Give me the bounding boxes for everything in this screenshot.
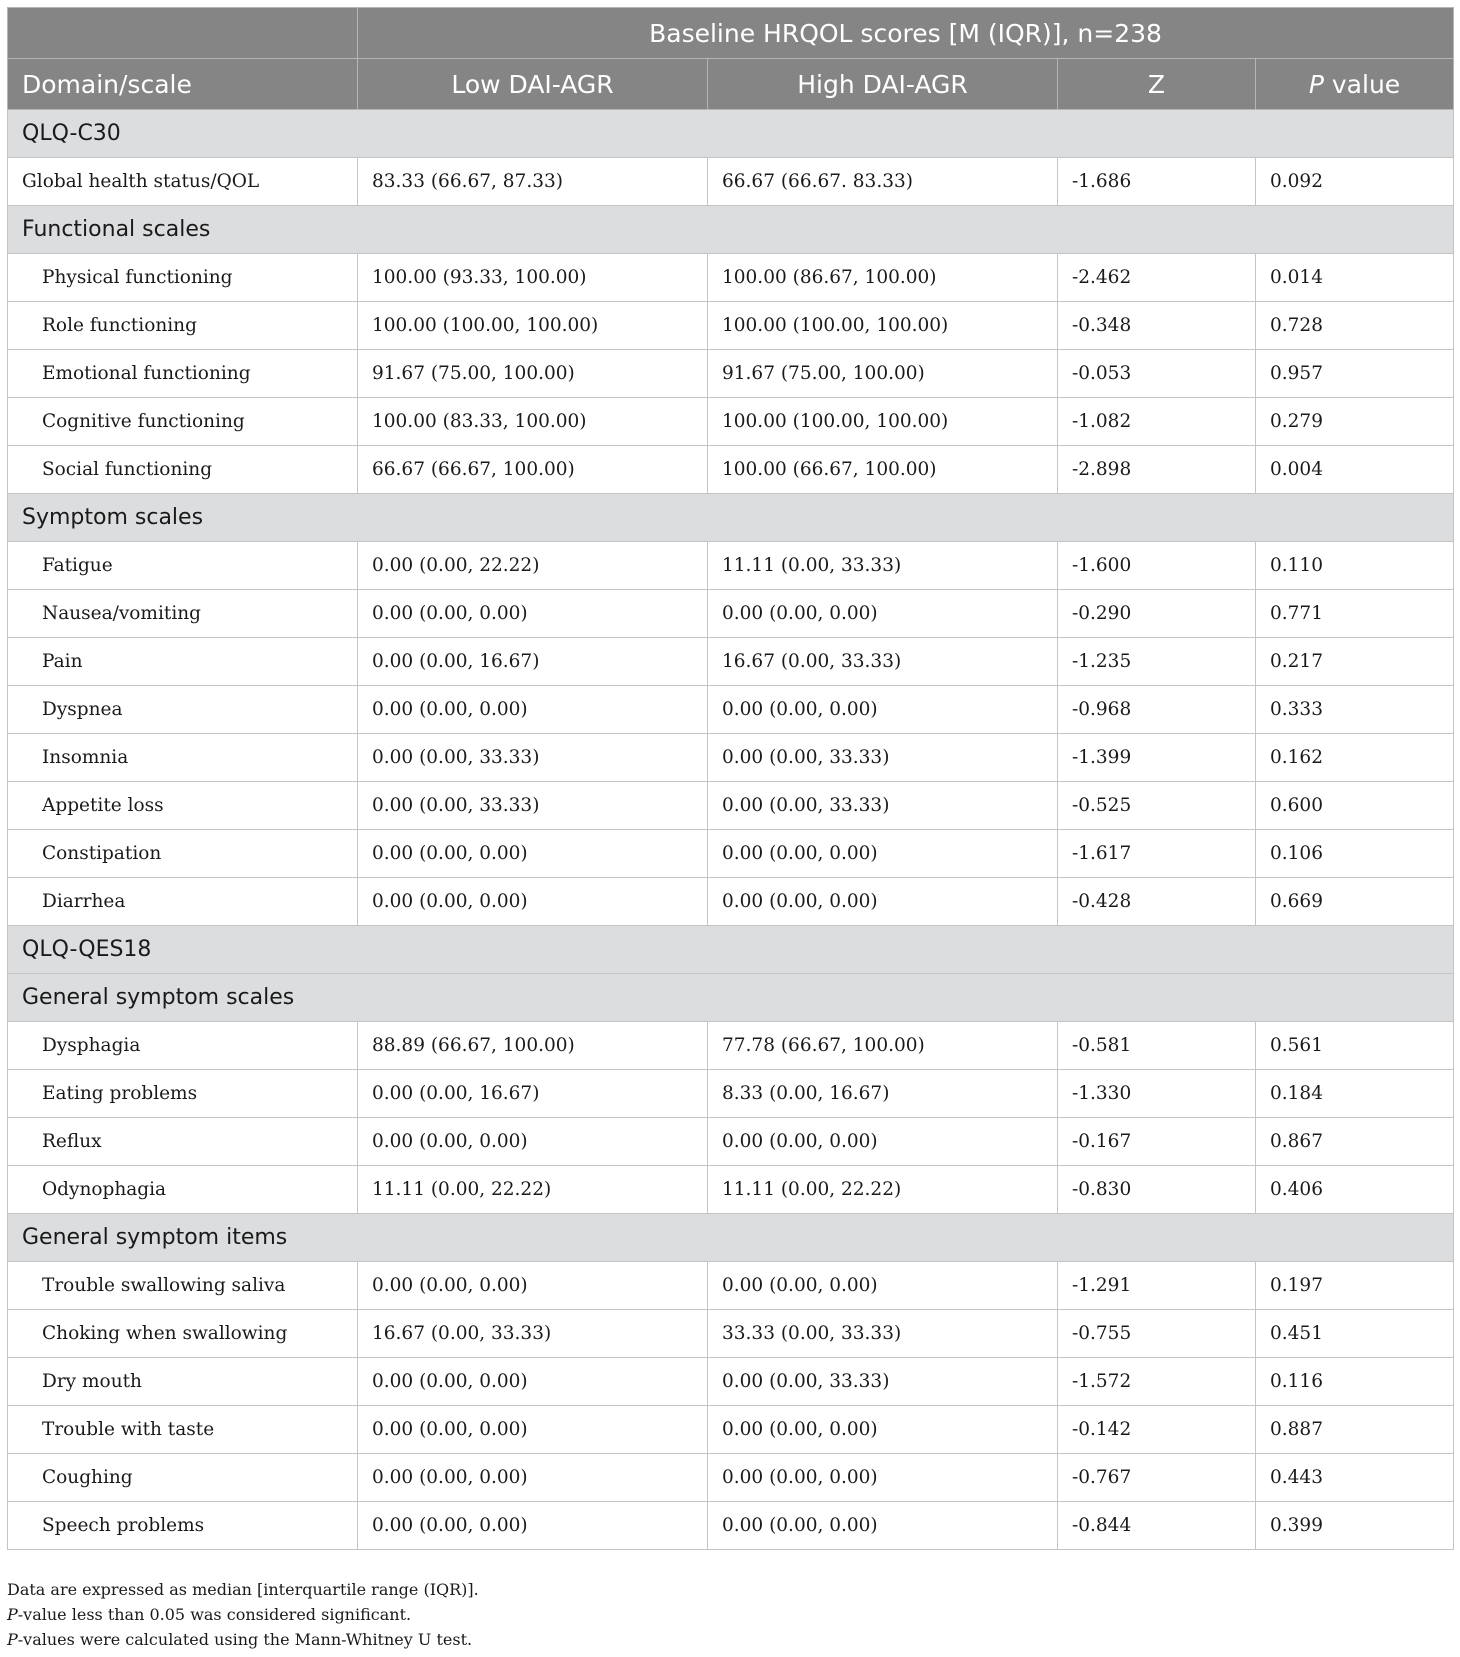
p-value-cell: 0.106 xyxy=(1256,830,1454,878)
low-dai-agr-cell: 16.67 (0.00, 33.33) xyxy=(358,1310,708,1358)
z-cell: -1.235 xyxy=(1058,638,1256,686)
table-row xyxy=(8,1166,1454,1214)
row-label-cell: Emotional functioning xyxy=(8,350,358,398)
table-row xyxy=(8,830,1454,878)
row-label-cell: Dysphagia xyxy=(8,1022,358,1070)
z-cell: -1.572 xyxy=(1058,1358,1256,1406)
table-row xyxy=(8,398,1454,446)
row-label-cell: Choking when swallowing xyxy=(8,1310,358,1358)
high-dai-agr-cell: 0.00 (0.00, 0.00) xyxy=(708,686,1058,734)
section-row xyxy=(8,110,1454,158)
z-cell: -0.142 xyxy=(1058,1406,1256,1454)
low-dai-agr-cell: 0.00 (0.00, 33.33) xyxy=(358,734,708,782)
footnote-italic: P xyxy=(7,1605,18,1624)
row-label-cell: Fatigue xyxy=(8,542,358,590)
table-header xyxy=(8,8,1454,110)
section-row xyxy=(8,1214,1454,1262)
row-label-cell: Appetite loss xyxy=(8,782,358,830)
row-label-cell: Dry mouth xyxy=(8,1358,358,1406)
column-header-p xyxy=(1256,59,1454,110)
section-label: QLQ-C30 xyxy=(8,110,1454,158)
high-dai-agr-cell: 0.00 (0.00, 33.33) xyxy=(708,1358,1058,1406)
table-row xyxy=(8,686,1454,734)
column-header-p-rest: value xyxy=(1323,69,1401,99)
table-row xyxy=(8,254,1454,302)
high-dai-agr-cell: 0.00 (0.00, 33.33) xyxy=(708,782,1058,830)
table-footnotes xyxy=(7,1577,479,1652)
z-cell: -0.053 xyxy=(1058,350,1256,398)
z-cell: -0.525 xyxy=(1058,782,1256,830)
section-label: Functional scales xyxy=(8,206,1454,254)
z-cell: -0.290 xyxy=(1058,590,1256,638)
p-value-cell: 0.600 xyxy=(1256,782,1454,830)
row-label-cell: Dyspnea xyxy=(8,686,358,734)
p-value-cell: 0.867 xyxy=(1256,1118,1454,1166)
z-cell: -1.399 xyxy=(1058,734,1256,782)
table-row xyxy=(8,446,1454,494)
table-row xyxy=(8,302,1454,350)
row-label-cell: Constipation xyxy=(8,830,358,878)
p-value-cell: 0.333 xyxy=(1256,686,1454,734)
column-header-high: High DAI-AGR xyxy=(708,59,1058,110)
table-row xyxy=(8,878,1454,926)
low-dai-agr-cell: 100.00 (83.33, 100.00) xyxy=(358,398,708,446)
section-row xyxy=(8,494,1454,542)
table-row xyxy=(8,1406,1454,1454)
low-dai-agr-cell: 0.00 (0.00, 0.00) xyxy=(358,878,708,926)
p-value-cell: 0.092 xyxy=(1256,158,1454,206)
column-header-domain: Domain/scale xyxy=(8,59,358,110)
footnote-italic: P xyxy=(7,1630,18,1649)
table-row xyxy=(8,542,1454,590)
header-group-title: Baseline HRQOL scores [M (IQR)], n=238 xyxy=(358,8,1454,59)
table-row xyxy=(8,1262,1454,1310)
high-dai-agr-cell: 16.67 (0.00, 33.33) xyxy=(708,638,1058,686)
low-dai-agr-cell: 0.00 (0.00, 0.00) xyxy=(358,1262,708,1310)
table-row xyxy=(8,1022,1454,1070)
footnote xyxy=(7,1602,479,1627)
high-dai-agr-cell: 100.00 (100.00, 100.00) xyxy=(708,302,1058,350)
row-label-cell: Pain xyxy=(8,638,358,686)
table-row xyxy=(8,1454,1454,1502)
p-value-cell: 0.957 xyxy=(1256,350,1454,398)
low-dai-agr-cell: 0.00 (0.00, 33.33) xyxy=(358,782,708,830)
p-value-cell: 0.443 xyxy=(1256,1454,1454,1502)
p-value-cell: 0.451 xyxy=(1256,1310,1454,1358)
column-header-p-italic: P xyxy=(1308,69,1324,99)
row-label-cell: Nausea/vomiting xyxy=(8,590,358,638)
low-dai-agr-cell: 0.00 (0.00, 16.67) xyxy=(358,638,708,686)
table-row xyxy=(8,1310,1454,1358)
table-row xyxy=(8,782,1454,830)
low-dai-agr-cell: 91.67 (75.00, 100.00) xyxy=(358,350,708,398)
row-label-cell: Trouble with taste xyxy=(8,1406,358,1454)
high-dai-agr-cell: 0.00 (0.00, 0.00) xyxy=(708,590,1058,638)
row-label-cell: Coughing xyxy=(8,1454,358,1502)
section-row xyxy=(8,206,1454,254)
footnote-text: Data are expressed as median [interquartile range (IQR)]. xyxy=(7,1580,479,1599)
z-cell: -0.348 xyxy=(1058,302,1256,350)
footnote xyxy=(7,1577,479,1602)
z-cell: -1.082 xyxy=(1058,398,1256,446)
low-dai-agr-cell: 0.00 (0.00, 0.00) xyxy=(358,686,708,734)
low-dai-agr-cell: 0.00 (0.00, 0.00) xyxy=(358,830,708,878)
low-dai-agr-cell: 0.00 (0.00, 0.00) xyxy=(358,1502,708,1550)
low-dai-agr-cell: 11.11 (0.00, 22.22) xyxy=(358,1166,708,1214)
p-value-cell: 0.217 xyxy=(1256,638,1454,686)
high-dai-agr-cell: 11.11 (0.00, 22.22) xyxy=(708,1166,1058,1214)
p-value-cell: 0.110 xyxy=(1256,542,1454,590)
high-dai-agr-cell: 91.67 (75.00, 100.00) xyxy=(708,350,1058,398)
z-cell: -1.617 xyxy=(1058,830,1256,878)
low-dai-agr-cell: 0.00 (0.00, 0.00) xyxy=(358,1118,708,1166)
high-dai-agr-cell: 100.00 (100.00, 100.00) xyxy=(708,398,1058,446)
row-label-cell: Social functioning xyxy=(8,446,358,494)
footnote-text: -value less than 0.05 was considered significant. xyxy=(17,1605,412,1624)
high-dai-agr-cell: 0.00 (0.00, 0.00) xyxy=(708,1118,1058,1166)
row-label-cell: Insomnia xyxy=(8,734,358,782)
low-dai-agr-cell: 88.89 (66.67, 100.00) xyxy=(358,1022,708,1070)
header-group-row xyxy=(8,8,1454,59)
table-row xyxy=(8,1070,1454,1118)
z-cell: -0.428 xyxy=(1058,878,1256,926)
high-dai-agr-cell: 0.00 (0.00, 0.00) xyxy=(708,1406,1058,1454)
high-dai-agr-cell: 100.00 (86.67, 100.00) xyxy=(708,254,1058,302)
z-cell: -1.330 xyxy=(1058,1070,1256,1118)
p-value-cell: 0.669 xyxy=(1256,878,1454,926)
low-dai-agr-cell: 0.00 (0.00, 0.00) xyxy=(358,1406,708,1454)
footnote-text: -values were calculated using the Mann-Whitney U test. xyxy=(17,1630,473,1649)
section-label: General symptom items xyxy=(8,1214,1454,1262)
p-value-cell: 0.406 xyxy=(1256,1166,1454,1214)
p-value-cell: 0.728 xyxy=(1256,302,1454,350)
high-dai-agr-cell: 77.78 (66.67, 100.00) xyxy=(708,1022,1058,1070)
low-dai-agr-cell: 66.67 (66.67, 100.00) xyxy=(358,446,708,494)
p-value-cell: 0.279 xyxy=(1256,398,1454,446)
p-value-cell: 0.399 xyxy=(1256,1502,1454,1550)
table-row xyxy=(8,590,1454,638)
z-cell: -0.581 xyxy=(1058,1022,1256,1070)
table-row xyxy=(8,1118,1454,1166)
section-row xyxy=(8,926,1454,974)
low-dai-agr-cell: 0.00 (0.00, 22.22) xyxy=(358,542,708,590)
table-row xyxy=(8,734,1454,782)
p-value-cell: 0.561 xyxy=(1256,1022,1454,1070)
high-dai-agr-cell: 0.00 (0.00, 0.00) xyxy=(708,878,1058,926)
p-value-cell: 0.184 xyxy=(1256,1070,1454,1118)
z-cell: -0.968 xyxy=(1058,686,1256,734)
z-cell: -2.898 xyxy=(1058,446,1256,494)
high-dai-agr-cell: 11.11 (0.00, 33.33) xyxy=(708,542,1058,590)
table-row xyxy=(8,1358,1454,1406)
table-row xyxy=(8,350,1454,398)
footnote xyxy=(7,1627,479,1652)
low-dai-agr-cell: 0.00 (0.00, 0.00) xyxy=(358,1454,708,1502)
table-body xyxy=(8,110,1454,1550)
high-dai-agr-cell: 0.00 (0.00, 33.33) xyxy=(708,734,1058,782)
section-label: QLQ-QES18 xyxy=(8,926,1454,974)
row-label-cell: Physical functioning xyxy=(8,254,358,302)
table-row xyxy=(8,1502,1454,1550)
z-cell: -0.844 xyxy=(1058,1502,1256,1550)
high-dai-agr-cell: 0.00 (0.00, 0.00) xyxy=(708,1454,1058,1502)
high-dai-agr-cell: 0.00 (0.00, 0.00) xyxy=(708,830,1058,878)
row-label-cell: Diarrhea xyxy=(8,878,358,926)
p-value-cell: 0.771 xyxy=(1256,590,1454,638)
high-dai-agr-cell: 33.33 (0.00, 33.33) xyxy=(708,1310,1058,1358)
low-dai-agr-cell: 100.00 (100.00, 100.00) xyxy=(358,302,708,350)
z-cell: -0.755 xyxy=(1058,1310,1256,1358)
hrqol-table-container xyxy=(7,7,1453,1550)
z-cell: -0.830 xyxy=(1058,1166,1256,1214)
row-label-cell: Trouble swallowing saliva xyxy=(8,1262,358,1310)
column-header-low: Low DAI-AGR xyxy=(358,59,708,110)
low-dai-agr-cell: 0.00 (0.00, 0.00) xyxy=(358,1358,708,1406)
low-dai-agr-cell: 0.00 (0.00, 16.67) xyxy=(358,1070,708,1118)
row-label-cell: Cognitive functioning xyxy=(8,398,358,446)
high-dai-agr-cell: 0.00 (0.00, 0.00) xyxy=(708,1502,1058,1550)
z-cell: -2.462 xyxy=(1058,254,1256,302)
section-label: General symptom scales xyxy=(8,974,1454,1022)
row-label-cell: Odynophagia xyxy=(8,1166,358,1214)
p-value-cell: 0.014 xyxy=(1256,254,1454,302)
high-dai-agr-cell: 8.33 (0.00, 16.67) xyxy=(708,1070,1058,1118)
row-label-cell: Global health status/QOL xyxy=(8,158,358,206)
p-value-cell: 0.197 xyxy=(1256,1262,1454,1310)
row-label-cell: Reflux xyxy=(8,1118,358,1166)
high-dai-agr-cell: 0.00 (0.00, 0.00) xyxy=(708,1262,1058,1310)
z-cell: -0.167 xyxy=(1058,1118,1256,1166)
z-cell: -0.767 xyxy=(1058,1454,1256,1502)
low-dai-agr-cell: 0.00 (0.00, 0.00) xyxy=(358,590,708,638)
high-dai-agr-cell: 100.00 (66.67, 100.00) xyxy=(708,446,1058,494)
row-label-cell: Speech problems xyxy=(8,1502,358,1550)
row-label-cell: Eating problems xyxy=(8,1070,358,1118)
header-empty-cell xyxy=(8,8,358,59)
z-cell: -1.686 xyxy=(1058,158,1256,206)
section-label: Symptom scales xyxy=(8,494,1454,542)
p-value-cell: 0.162 xyxy=(1256,734,1454,782)
column-header-z: Z xyxy=(1058,59,1256,110)
z-cell: -1.291 xyxy=(1058,1262,1256,1310)
table-row xyxy=(8,638,1454,686)
high-dai-agr-cell: 66.67 (66.67. 83.33) xyxy=(708,158,1058,206)
p-value-cell: 0.004 xyxy=(1256,446,1454,494)
low-dai-agr-cell: 83.33 (66.67, 87.33) xyxy=(358,158,708,206)
hrqol-table xyxy=(7,7,1454,1550)
column-header-row xyxy=(8,59,1454,110)
low-dai-agr-cell: 100.00 (93.33, 100.00) xyxy=(358,254,708,302)
table-row xyxy=(8,158,1454,206)
row-label-cell: Role functioning xyxy=(8,302,358,350)
p-value-cell: 0.116 xyxy=(1256,1358,1454,1406)
section-row xyxy=(8,974,1454,1022)
z-cell: -1.600 xyxy=(1058,542,1256,590)
p-value-cell: 0.887 xyxy=(1256,1406,1454,1454)
